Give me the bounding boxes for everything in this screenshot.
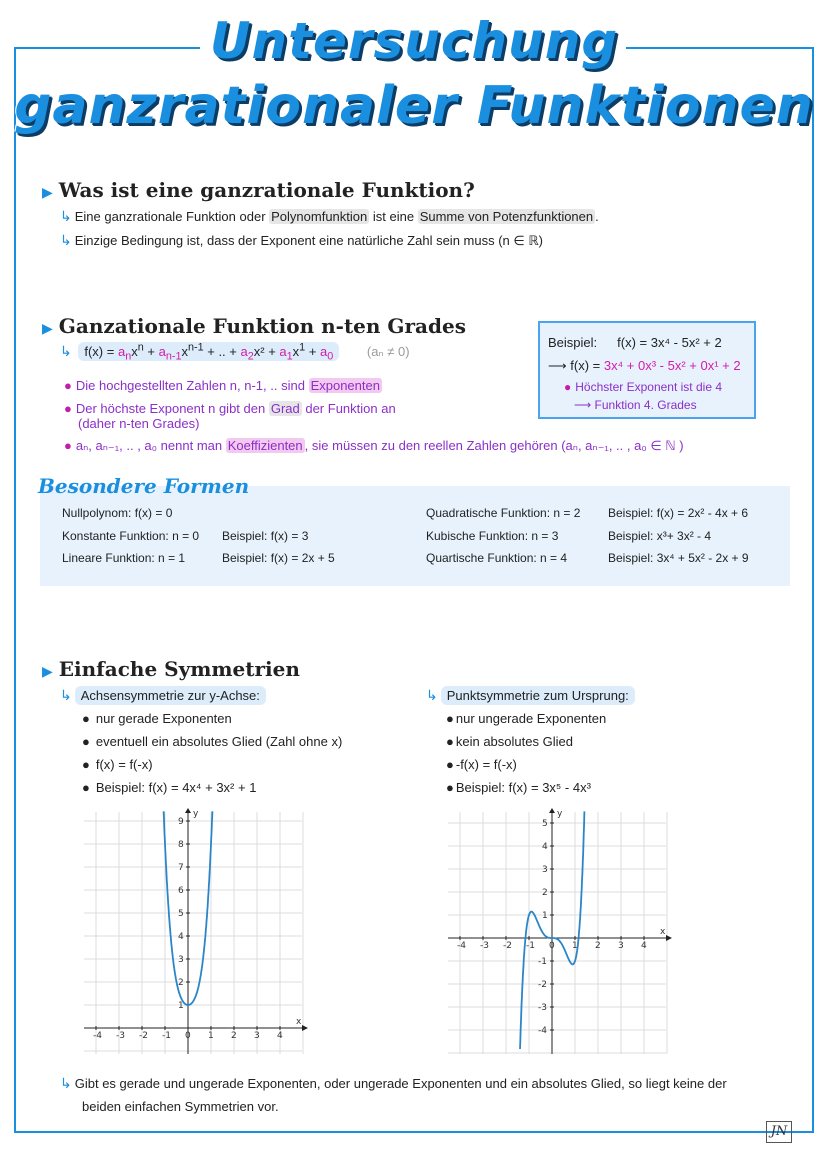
y-tick-label: 5 xyxy=(178,909,184,919)
bullet-exponents: ● Die hochgestellten Zahlen n, n-1, .. sind Exponenten xyxy=(64,378,380,393)
point-symmetry-title: ↳ Punktsymmetrie zum Ursprung: xyxy=(426,687,635,704)
form-linear: Lineare Funktion: n = 1 xyxy=(62,551,186,565)
x-tick-label: -3 xyxy=(480,941,489,951)
y-tick-label: -2 xyxy=(538,980,547,990)
page-title-line2: ganzrationaler Funktionen xyxy=(14,76,814,136)
graph-point-symmetry xyxy=(444,808,672,1056)
x-tick-label: -2 xyxy=(503,941,512,951)
example-label: Beispiel: xyxy=(548,335,598,350)
triangle-icon: ▶ xyxy=(42,185,53,201)
axis-item: ● f(x) = f(-x) xyxy=(82,757,153,772)
hook-arrow-icon: ↳ xyxy=(60,1075,72,1091)
y-tick-label: 5 xyxy=(542,819,548,829)
graph-axis-symmetry xyxy=(80,808,308,1056)
formula-highlight: $f(x) = a_nx^n + a_{n-1}x^{n-1}$ + .. + $a_2x^2 + a_1x^1 + a_0$ xyxy=(78,342,339,361)
y-axis-label: y xyxy=(193,809,199,819)
frame-bottom xyxy=(14,1131,814,1133)
example-expanded: 3x⁴ + 0x³ - 5x² + 0x¹ + 2 xyxy=(603,358,741,373)
hook-arrow-icon: ↳ xyxy=(60,687,72,703)
bullet-coefficients: ● aₙ, aₙ₋₁, .. , a₀ nennt man Koeffizienten , sie müssen zu den reellen Zahlen gehören (aₙ, aₙ₋₁, .. , a₀ ∈ ℕ ) xyxy=(64,438,684,453)
definition-line: ↳ Eine ganzrationale Funktion oder Polynomfunktion ist eine Summe von Potenzfunktionen . xyxy=(60,208,599,224)
condition-note: (aₙ ≠ 0) xyxy=(366,344,410,360)
section-what-heading xyxy=(42,178,475,202)
y-tick-label: 3 xyxy=(178,955,184,965)
x-axis-arrow-icon xyxy=(302,1025,308,1031)
x-tick-label: 4 xyxy=(277,1031,283,1041)
arrow-right-icon: ⟶ xyxy=(574,398,595,412)
x-tick-label: 4 xyxy=(641,941,647,951)
axis-item: ● eventuell ein absolutes Glied (Zahl ohne x) xyxy=(82,734,343,749)
form-linear-example: Beispiel: f(x) = 2x + 5 xyxy=(222,551,335,565)
x-tick-label: -1 xyxy=(162,1031,171,1041)
y-axis-arrow-icon xyxy=(549,808,555,813)
section-degree-heading: ▶ Ganzationale Funktion n-ten Grades xyxy=(42,314,466,338)
form-quadratisch-example: Beispiel: f(x) = 2x² - 4x + 6 xyxy=(608,506,749,520)
y-tick-label: 6 xyxy=(178,886,184,896)
term-polynomfunktion: Polynomfunktion xyxy=(271,209,368,224)
point-item: ● -f(x) = f(-x) xyxy=(446,757,517,772)
axis-item: ● nur gerade Exponenten xyxy=(82,711,232,726)
y-tick-label: 2 xyxy=(542,888,548,898)
point-item: ● nur ungerade Exponenten xyxy=(446,711,607,726)
x-tick-label: 0 xyxy=(549,941,555,951)
axis-symmetry-title: ↳ Achsensymmetrie zur y-Achse: xyxy=(60,687,266,704)
x-tick-label: 0 xyxy=(185,1031,191,1041)
hook-arrow-icon: ↳ xyxy=(60,208,72,224)
form-konstant: Konstante Funktion: n = 0 xyxy=(62,529,200,543)
footer-line2: beiden einfachen Symmetrien vor. xyxy=(82,1099,279,1114)
y-axis-arrow-icon xyxy=(185,808,191,813)
arrow-right-icon: ⟶ xyxy=(548,358,571,373)
y-tick-label: -4 xyxy=(538,1026,547,1036)
y-axis-label: y xyxy=(557,809,563,819)
x-tick-label: 2 xyxy=(595,941,601,951)
x-tick-label: 1 xyxy=(208,1031,214,1041)
form-kubisch: Kubische Funktion: n = 3 xyxy=(426,529,559,543)
x-tick-label: -3 xyxy=(116,1031,125,1041)
hook-arrow-icon: ↳ xyxy=(60,232,72,248)
section-what-heading-text: Was ist eine ganzrationale Funktion? xyxy=(58,178,475,202)
section-symmetry-heading: ▶ Einfache Symmetrien xyxy=(42,657,300,681)
example-note2: Funktion 4. Grades xyxy=(594,398,697,412)
x-axis-arrow-icon xyxy=(666,935,672,941)
axis-item: ● Beispiel: f(x) = 4x⁴ + 3x² + 1 xyxy=(82,780,257,795)
x-tick-label: 3 xyxy=(618,941,624,951)
form-quartisch-example: Beispiel: 3x⁴ + 5x² - 2x + 9 xyxy=(608,551,749,565)
footer-line1: ↳ Gibt es gerade und ungerade Exponenten, oder ungerade Exponenten und ein absolutes Glied, so liegt keine der xyxy=(60,1075,727,1091)
bullet-grad: ● Der höchste Exponent n gibt den Grad der Funktion an xyxy=(64,401,396,416)
signature-logo: JN xyxy=(766,1121,792,1143)
x-tick-label: -2 xyxy=(139,1031,148,1041)
example-note1: Höchster Exponent ist die 4 xyxy=(575,380,722,394)
form-kubisch-example: Beispiel: x³+ 3x² - 4 xyxy=(608,529,712,543)
x-tick-label: -1 xyxy=(526,941,535,951)
y-tick-label: 4 xyxy=(542,842,548,852)
point-item: ● Beispiel: f(x) = 3x⁵ - 4x³ xyxy=(446,780,591,795)
point-item: ● kein absolutes Glied xyxy=(446,734,573,749)
triangle-icon: ▶ xyxy=(42,664,53,680)
x-axis-label: x xyxy=(660,927,666,937)
y-tick-label: 7 xyxy=(178,863,184,873)
y-tick-label: 3 xyxy=(542,865,548,875)
y-tick-label: 8 xyxy=(178,840,184,850)
example-box: Beispiel: f(x) = 3x⁴ - 5x² + 2 ⟶ f(x) = 3x⁴ + 0x³ - 5x² + 0x¹ + 2 ● Höchster Exponent ist die 4 ⟶ Funktion 4. Grades xyxy=(538,321,756,419)
y-tick-label: 9 xyxy=(178,817,184,827)
bullet-grad-note: (daher n-ten Grades) xyxy=(78,416,200,431)
triangle-icon: ▶ xyxy=(42,321,53,337)
y-tick-label: 4 xyxy=(178,932,184,942)
page-title-line1: Untersuchung xyxy=(209,12,619,70)
form-quadratisch: Quadratische Funktion: n = 2 xyxy=(426,506,581,520)
frame-left xyxy=(14,47,16,1133)
frame-right xyxy=(812,47,814,1133)
x-axis-label: x xyxy=(296,1017,302,1027)
example-function: f(x) = 3x⁴ - 5x² + 2 xyxy=(617,335,722,350)
term-summe: Summe von Potenzfunktionen xyxy=(419,209,594,224)
x-tick-label: -4 xyxy=(93,1031,102,1041)
general-formula xyxy=(60,342,410,363)
y-tick-label: -1 xyxy=(538,957,547,967)
y-tick-label: 1 xyxy=(542,911,548,921)
hook-arrow-icon: ↳ xyxy=(426,687,438,703)
form-konstant-example: Beispiel: f(x) = 3 xyxy=(222,529,309,543)
hook-arrow-icon: ↳ xyxy=(60,343,72,360)
y-tick-label: 1 xyxy=(178,1001,184,1011)
y-tick-label: -3 xyxy=(538,1003,547,1013)
y-tick-label: 2 xyxy=(178,978,184,988)
condition-line: ↳ Einzige Bedingung ist, dass der Exponent eine natürliche Zahl sein muss (n ∈ ℝ) xyxy=(60,232,543,248)
form-quartisch: Quartische Funktion: n = 4 xyxy=(426,551,568,565)
special-forms-heading: Besondere Formen xyxy=(38,474,250,498)
x-tick-label: -4 xyxy=(457,941,466,951)
x-tick-label: 1 xyxy=(572,941,578,951)
x-tick-label: 2 xyxy=(231,1031,237,1041)
form-nullpolynom: Nullpolynom: f(x) = 0 xyxy=(62,506,173,520)
x-tick-label: 3 xyxy=(254,1031,260,1041)
